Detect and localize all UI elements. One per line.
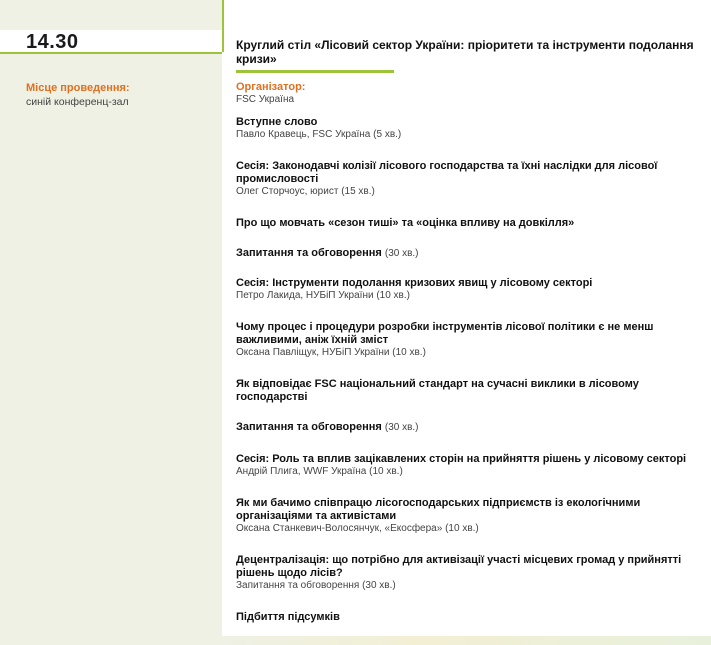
program-item-speaker: Павло Кравець, FSC Україна (5 хв.) <box>236 129 402 140</box>
program-item <box>236 497 701 535</box>
program-item-speaker: Оксана Павліщук, НУБіП України (10 хв.) <box>236 347 426 358</box>
program-item-heading <box>236 421 701 434</box>
program-item-heading <box>236 217 701 230</box>
program-item <box>236 554 701 592</box>
program-item <box>236 378 701 404</box>
program-item-heading <box>236 321 701 347</box>
title-underline <box>236 70 394 73</box>
program-main <box>236 38 701 624</box>
program-item-speaker: Олег Сторчоус, юрист (15 хв.) <box>236 186 375 197</box>
program-item-title: Запитання та обговорення <box>236 421 382 433</box>
program-item-title: Про що мовчать «сезон тиші» та «оцінка впливу на довкілля» <box>236 217 575 229</box>
program-item-speaker: Оксана Станкевич-Волосянчук, «Екосфера» (10 хв.) <box>236 523 479 534</box>
organizer-value: FSC Україна <box>236 94 295 105</box>
program-item-speaker: Запитання та обговорення (30 хв.) <box>236 580 396 591</box>
venue-value: синій конференц-зал <box>26 96 129 108</box>
program-item <box>236 421 701 434</box>
program-item-title: Чому процес і процедури розробки інструментів лісової політики є не менш важливими, аніж їхній зміст <box>236 321 654 346</box>
program-item-speaker: Петро Лакида, НУБіП України (10 хв.) <box>236 290 410 301</box>
program-item <box>236 277 701 302</box>
program-item <box>236 321 701 359</box>
program-item <box>236 217 701 230</box>
bottom-bar <box>0 636 711 645</box>
program-item-duration: (30 хв.) <box>384 248 419 259</box>
program-item-heading <box>236 378 701 404</box>
program-item-heading <box>236 554 701 580</box>
venue-label: Місце проведення: <box>26 82 130 94</box>
program-items <box>236 116 701 624</box>
program-item-heading <box>236 160 701 186</box>
program-item <box>236 453 701 478</box>
program-item <box>236 611 701 624</box>
program-item <box>236 116 701 141</box>
program-item-title: Децентралізація: що потрібно для активізації участі місцевих громад у прийнятті рішень щодо лісів? <box>236 554 682 579</box>
program-item-title: Сесія: Роль та вплив зацікавлених сторін на прийняття рішень у лісовому секторі <box>236 453 687 465</box>
organizer-label: Організатор: <box>236 81 306 93</box>
program-item-title: Сесія: Інструменти подолання кризових явищ у лісовому секторі <box>236 277 593 289</box>
session-time: 14.30 <box>26 31 79 53</box>
program-item <box>236 160 701 198</box>
program-item-heading <box>236 611 701 624</box>
program-item-duration: (30 хв.) <box>384 422 419 433</box>
event-title: Круглий стіл «Лісовий сектор України: пріоритети та інструменти подолання кризи» <box>236 38 694 66</box>
program-item-heading <box>236 497 701 523</box>
program-item-title: Сесія: Законодавчі колізії лісового господарства та їхні наслідки для лісової промисловості <box>236 160 658 185</box>
program-item-title: Запитання та обговорення <box>236 247 382 259</box>
program-item-heading <box>236 247 701 260</box>
program-item-title: Вступне слово <box>236 116 318 128</box>
program-item-heading <box>236 277 701 290</box>
program-item <box>236 247 701 260</box>
program-item-title: Підбиття підсумків <box>236 611 340 623</box>
program-item-speaker: Андрій Плига, WWF Україна (10 хв.) <box>236 466 403 477</box>
program-item-title: Як відповідає FSC національний стандарт на сучасні виклики в лісовому господарстві <box>236 378 639 403</box>
program-item-heading <box>236 453 701 466</box>
program-item-heading <box>236 116 701 129</box>
program-item-title: Як ми бачимо співпрацю лісогосподарських підприємств із екологічними організаціями та активістами <box>236 497 641 522</box>
